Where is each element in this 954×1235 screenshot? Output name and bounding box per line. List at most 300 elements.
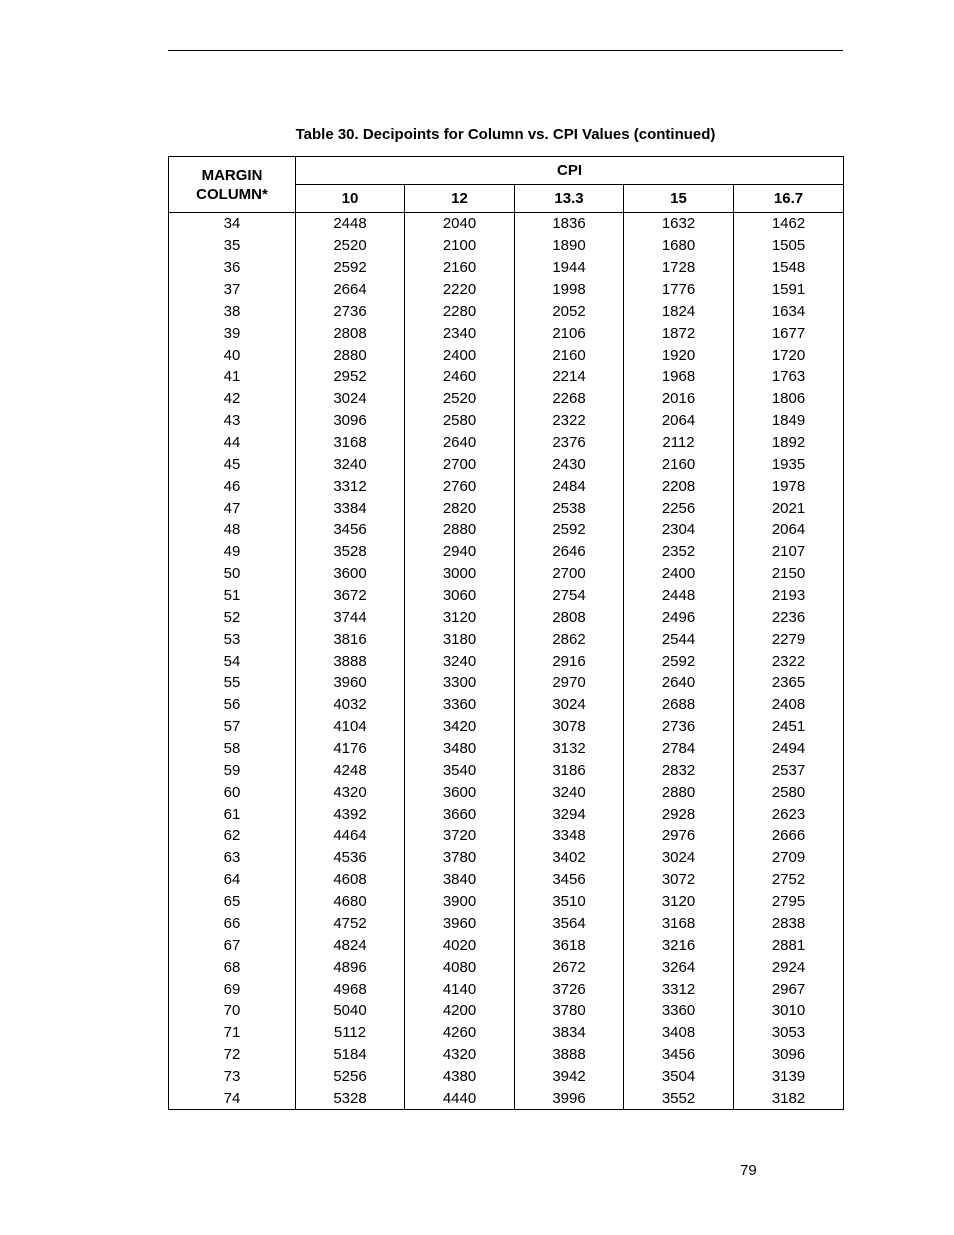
decipoint-cell: 3816 bbox=[296, 628, 405, 650]
table-row bbox=[169, 257, 844, 279]
decipoint-cell: 2952 bbox=[296, 366, 405, 388]
decipoint-cell: 2268 bbox=[515, 388, 624, 410]
decipoint-cell: 2820 bbox=[405, 497, 515, 519]
table-row bbox=[169, 410, 844, 432]
decipoint-cell: 1548 bbox=[734, 257, 844, 279]
margin-column-cell: 53 bbox=[169, 628, 296, 650]
decipoint-cell: 1634 bbox=[734, 300, 844, 322]
decipoint-cell: 2150 bbox=[734, 563, 844, 585]
decipoint-cell: 1872 bbox=[624, 322, 734, 344]
decipoint-cell: 2928 bbox=[624, 803, 734, 825]
decipoint-cell: 3182 bbox=[734, 1087, 844, 1109]
decipoint-cell: 2646 bbox=[515, 541, 624, 563]
margin-column-cell: 50 bbox=[169, 563, 296, 585]
margin-column-header bbox=[169, 157, 296, 213]
decipoint-cell: 1968 bbox=[624, 366, 734, 388]
margin-column-cell: 73 bbox=[169, 1066, 296, 1088]
decipoint-cell: 4536 bbox=[296, 847, 405, 869]
decipoint-cell: 3510 bbox=[515, 891, 624, 913]
decipoint-cell: 4032 bbox=[296, 694, 405, 716]
decipoint-cell: 5184 bbox=[296, 1044, 405, 1066]
margin-column-cell: 34 bbox=[169, 213, 296, 235]
decipoint-cell: 2880 bbox=[296, 344, 405, 366]
decipoint-cell: 3240 bbox=[515, 781, 624, 803]
margin-column-cell: 44 bbox=[169, 432, 296, 454]
decipoint-cell: 4140 bbox=[405, 978, 515, 1000]
decipoint-cell: 2400 bbox=[624, 563, 734, 585]
cpi-column-header: 15 bbox=[624, 185, 734, 213]
decipoint-cell: 3780 bbox=[405, 847, 515, 869]
decipoint-cell: 2808 bbox=[515, 606, 624, 628]
decipoint-cell: 1998 bbox=[515, 279, 624, 301]
table-row bbox=[169, 891, 844, 913]
decipoint-cell: 1763 bbox=[734, 366, 844, 388]
decipoint-cell: 2538 bbox=[515, 497, 624, 519]
table-row bbox=[169, 934, 844, 956]
margin-column-cell: 40 bbox=[169, 344, 296, 366]
decipoint-cell: 2322 bbox=[515, 410, 624, 432]
decipoint-cell: 4440 bbox=[405, 1087, 515, 1109]
margin-column-cell: 38 bbox=[169, 300, 296, 322]
decipoint-cell: 2484 bbox=[515, 475, 624, 497]
decipoint-cell: 1680 bbox=[624, 235, 734, 257]
decipoint-cell: 3240 bbox=[296, 453, 405, 475]
table-row bbox=[169, 1044, 844, 1066]
cpi-column-header: 12 bbox=[405, 185, 515, 213]
decipoint-cell: 2967 bbox=[734, 978, 844, 1000]
margin-column-cell: 36 bbox=[169, 257, 296, 279]
table-body bbox=[169, 213, 844, 1110]
decipoint-cell: 3384 bbox=[296, 497, 405, 519]
decipoint-cell: 2736 bbox=[624, 716, 734, 738]
table-row bbox=[169, 388, 844, 410]
table-row bbox=[169, 803, 844, 825]
margin-column-cell: 58 bbox=[169, 738, 296, 760]
decipoint-cell: 1720 bbox=[734, 344, 844, 366]
decipoint-cell: 3010 bbox=[734, 1000, 844, 1022]
decipoint-cell: 3528 bbox=[296, 541, 405, 563]
decipoint-cell: 1728 bbox=[624, 257, 734, 279]
decipoint-cell: 3312 bbox=[624, 978, 734, 1000]
decipoint-cell: 3120 bbox=[405, 606, 515, 628]
decipoint-cell: 3060 bbox=[405, 585, 515, 607]
decipoint-cell: 3024 bbox=[515, 694, 624, 716]
decipoint-cell: 2236 bbox=[734, 606, 844, 628]
decipoint-cell: 1632 bbox=[624, 213, 734, 235]
decipoint-cell: 3564 bbox=[515, 913, 624, 935]
decipoint-cell: 3552 bbox=[624, 1087, 734, 1109]
decipoint-cell: 3744 bbox=[296, 606, 405, 628]
decipoint-cell: 1944 bbox=[515, 257, 624, 279]
margin-column-cell: 43 bbox=[169, 410, 296, 432]
decipoint-cell: 2448 bbox=[624, 585, 734, 607]
decipoint-cell: 3540 bbox=[405, 759, 515, 781]
decipoint-cell: 3078 bbox=[515, 716, 624, 738]
decipoint-cell: 2580 bbox=[405, 410, 515, 432]
decipoint-cell: 1505 bbox=[734, 235, 844, 257]
table-row bbox=[169, 694, 844, 716]
decipoint-cell: 1890 bbox=[515, 235, 624, 257]
decipoint-cell: 3120 bbox=[624, 891, 734, 913]
margin-column-cell: 59 bbox=[169, 759, 296, 781]
decipoint-cell: 2322 bbox=[734, 650, 844, 672]
decipoint-cell: 1892 bbox=[734, 432, 844, 454]
decipoint-cell: 2544 bbox=[624, 628, 734, 650]
decipoint-cell: 4464 bbox=[296, 825, 405, 847]
decipoint-cell: 3072 bbox=[624, 869, 734, 891]
decipoint-cell: 2709 bbox=[734, 847, 844, 869]
table-row bbox=[169, 672, 844, 694]
decipoint-cell: 1462 bbox=[734, 213, 844, 235]
decipoint-cell: 3053 bbox=[734, 1022, 844, 1044]
decipoint-cell: 2664 bbox=[296, 279, 405, 301]
margin-column-cell: 39 bbox=[169, 322, 296, 344]
decipoint-cell: 3132 bbox=[515, 738, 624, 760]
table-row bbox=[169, 300, 844, 322]
decipoint-cell: 2040 bbox=[405, 213, 515, 235]
decipoint-cell: 2460 bbox=[405, 366, 515, 388]
decipoint-cell: 1920 bbox=[624, 344, 734, 366]
decipoint-cell: 3726 bbox=[515, 978, 624, 1000]
decipoint-cell: 2052 bbox=[515, 300, 624, 322]
decipoint-cell: 2365 bbox=[734, 672, 844, 694]
decipoint-cell: 2106 bbox=[515, 322, 624, 344]
decipoint-cell: 1591 bbox=[734, 279, 844, 301]
decipoint-cell: 2666 bbox=[734, 825, 844, 847]
decipoint-cell: 3942 bbox=[515, 1066, 624, 1088]
table-row bbox=[169, 585, 844, 607]
table-row bbox=[169, 279, 844, 301]
decipoint-cell: 2494 bbox=[734, 738, 844, 760]
decipoint-cell: 3186 bbox=[515, 759, 624, 781]
decipoint-cell: 4608 bbox=[296, 869, 405, 891]
margin-column-cell: 57 bbox=[169, 716, 296, 738]
margin-column-cell: 66 bbox=[169, 913, 296, 935]
decipoint-cell: 1677 bbox=[734, 322, 844, 344]
decipoint-cell: 3312 bbox=[296, 475, 405, 497]
cpi-header: CPI bbox=[296, 157, 844, 185]
decipoint-cell: 2700 bbox=[405, 453, 515, 475]
decipoint-cell: 2580 bbox=[734, 781, 844, 803]
decipoint-cell: 3900 bbox=[405, 891, 515, 913]
decipoint-cell: 1935 bbox=[734, 453, 844, 475]
margin-column-cell: 68 bbox=[169, 956, 296, 978]
decipoint-cell: 4392 bbox=[296, 803, 405, 825]
decipoint-cell: 2220 bbox=[405, 279, 515, 301]
decipoint-cell: 3294 bbox=[515, 803, 624, 825]
decipoint-cell: 1849 bbox=[734, 410, 844, 432]
decipoint-cell: 2970 bbox=[515, 672, 624, 694]
decipoint-cell: 3888 bbox=[515, 1044, 624, 1066]
table-row bbox=[169, 606, 844, 628]
table-row bbox=[169, 847, 844, 869]
decipoint-cell: 2160 bbox=[515, 344, 624, 366]
decipoint-cell: 3360 bbox=[405, 694, 515, 716]
decipoint-cell: 2400 bbox=[405, 344, 515, 366]
decipoint-cell: 2430 bbox=[515, 453, 624, 475]
margin-column-cell: 71 bbox=[169, 1022, 296, 1044]
table-row bbox=[169, 978, 844, 1000]
table-row bbox=[169, 781, 844, 803]
decipoint-cell: 2193 bbox=[734, 585, 844, 607]
decipoint-cell: 3402 bbox=[515, 847, 624, 869]
decipoint-cell: 2880 bbox=[624, 781, 734, 803]
decipoint-cell: 5040 bbox=[296, 1000, 405, 1022]
margin-column-cell: 47 bbox=[169, 497, 296, 519]
decipoint-cell: 1836 bbox=[515, 213, 624, 235]
margin-column-cell: 69 bbox=[169, 978, 296, 1000]
margin-column-cell: 46 bbox=[169, 475, 296, 497]
margin-column-cell: 74 bbox=[169, 1087, 296, 1109]
table-row bbox=[169, 497, 844, 519]
decipoint-cell: 2256 bbox=[624, 497, 734, 519]
cpi-column-header: 16.7 bbox=[734, 185, 844, 213]
decipoint-cell: 3216 bbox=[624, 934, 734, 956]
decipoint-cell: 4248 bbox=[296, 759, 405, 781]
decipoint-cell: 3456 bbox=[296, 519, 405, 541]
decipoint-cell: 4896 bbox=[296, 956, 405, 978]
decipoint-cell: 2064 bbox=[624, 410, 734, 432]
table-caption: Table 30. Decipoints for Column vs. CPI Values (continued) bbox=[295, 126, 716, 143]
decipoint-cell: 3996 bbox=[515, 1087, 624, 1109]
decipoint-cell: 3408 bbox=[624, 1022, 734, 1044]
decipoint-cell: 2016 bbox=[624, 388, 734, 410]
table-row bbox=[169, 213, 844, 235]
table-row bbox=[169, 1066, 844, 1088]
table-row bbox=[169, 869, 844, 891]
decipoint-cell: 3618 bbox=[515, 934, 624, 956]
decipoint-cell: 2760 bbox=[405, 475, 515, 497]
table-row bbox=[169, 432, 844, 454]
decipoint-cell: 2107 bbox=[734, 541, 844, 563]
decipoint-cell: 5328 bbox=[296, 1087, 405, 1109]
table-row bbox=[169, 519, 844, 541]
decipoint-cell: 3420 bbox=[405, 716, 515, 738]
decipoint-cell: 1776 bbox=[624, 279, 734, 301]
decipoints-table bbox=[168, 156, 844, 1110]
decipoint-cell: 3168 bbox=[624, 913, 734, 935]
table-row bbox=[169, 322, 844, 344]
margin-column-cell: 56 bbox=[169, 694, 296, 716]
decipoint-cell: 2976 bbox=[624, 825, 734, 847]
margin-column-cell: 51 bbox=[169, 585, 296, 607]
decipoint-cell: 2021 bbox=[734, 497, 844, 519]
decipoint-cell: 2160 bbox=[624, 453, 734, 475]
margin-column-cell: 54 bbox=[169, 650, 296, 672]
decipoint-cell: 4104 bbox=[296, 716, 405, 738]
decipoint-cell: 2736 bbox=[296, 300, 405, 322]
decipoint-cell: 4680 bbox=[296, 891, 405, 913]
decipoint-cell: 2304 bbox=[624, 519, 734, 541]
table-row bbox=[169, 956, 844, 978]
decipoint-cell: 4080 bbox=[405, 956, 515, 978]
margin-column-cell: 72 bbox=[169, 1044, 296, 1066]
decipoint-cell: 3300 bbox=[405, 672, 515, 694]
decipoint-cell: 2214 bbox=[515, 366, 624, 388]
decipoint-cell: 4380 bbox=[405, 1066, 515, 1088]
margin-header-line2: COLUMN* bbox=[196, 185, 268, 203]
margin-column-cell: 60 bbox=[169, 781, 296, 803]
decipoint-cell: 3024 bbox=[624, 847, 734, 869]
decipoint-cell: 3660 bbox=[405, 803, 515, 825]
decipoint-cell: 3024 bbox=[296, 388, 405, 410]
decipoint-cell: 2940 bbox=[405, 541, 515, 563]
margin-column-cell: 63 bbox=[169, 847, 296, 869]
margin-column-cell: 67 bbox=[169, 934, 296, 956]
margin-column-cell: 52 bbox=[169, 606, 296, 628]
decipoint-cell: 2448 bbox=[296, 213, 405, 235]
decipoint-cell: 2112 bbox=[624, 432, 734, 454]
table-row bbox=[169, 759, 844, 781]
decipoint-cell: 5112 bbox=[296, 1022, 405, 1044]
cpi-column-header: 13.3 bbox=[515, 185, 624, 213]
decipoint-cell: 4176 bbox=[296, 738, 405, 760]
decipoint-cell: 2862 bbox=[515, 628, 624, 650]
decipoint-cell: 2592 bbox=[624, 650, 734, 672]
decipoint-cell: 3168 bbox=[296, 432, 405, 454]
decipoint-cell: 2924 bbox=[734, 956, 844, 978]
decipoint-cell: 2688 bbox=[624, 694, 734, 716]
margin-column-cell: 62 bbox=[169, 825, 296, 847]
decipoint-cell: 3720 bbox=[405, 825, 515, 847]
margin-column-cell: 55 bbox=[169, 672, 296, 694]
decipoint-cell: 3600 bbox=[405, 781, 515, 803]
decipoint-cell: 3096 bbox=[734, 1044, 844, 1066]
table-row bbox=[169, 738, 844, 760]
decipoint-cell: 3780 bbox=[515, 1000, 624, 1022]
decipoint-cell: 3264 bbox=[624, 956, 734, 978]
decipoint-cell: 1806 bbox=[734, 388, 844, 410]
decipoint-cell: 4260 bbox=[405, 1022, 515, 1044]
margin-column-cell: 37 bbox=[169, 279, 296, 301]
decipoint-cell: 2100 bbox=[405, 235, 515, 257]
decipoint-cell: 2592 bbox=[296, 257, 405, 279]
decipoint-cell: 3600 bbox=[296, 563, 405, 585]
margin-column-cell: 61 bbox=[169, 803, 296, 825]
decipoint-cell: 2623 bbox=[734, 803, 844, 825]
table-row bbox=[169, 628, 844, 650]
top-rule bbox=[168, 50, 843, 51]
decipoint-cell: 3960 bbox=[405, 913, 515, 935]
decipoint-cell: 4752 bbox=[296, 913, 405, 935]
decipoint-cell: 2340 bbox=[405, 322, 515, 344]
decipoint-cell: 2520 bbox=[296, 235, 405, 257]
decipoint-cell: 2520 bbox=[405, 388, 515, 410]
margin-header-line1: MARGIN bbox=[201, 166, 263, 184]
decipoint-cell: 3456 bbox=[515, 869, 624, 891]
decipoint-cell: 2376 bbox=[515, 432, 624, 454]
decipoint-cell: 3504 bbox=[624, 1066, 734, 1088]
decipoint-cell: 3480 bbox=[405, 738, 515, 760]
table-row bbox=[169, 825, 844, 847]
decipoint-cell: 2064 bbox=[734, 519, 844, 541]
decipoint-cell: 2795 bbox=[734, 891, 844, 913]
decipoint-cell: 3360 bbox=[624, 1000, 734, 1022]
decipoint-cell: 2784 bbox=[624, 738, 734, 760]
decipoint-cell: 2880 bbox=[405, 519, 515, 541]
table-row bbox=[169, 1000, 844, 1022]
cpi-column-header: 10 bbox=[296, 185, 405, 213]
decipoint-cell: 2279 bbox=[734, 628, 844, 650]
decipoint-cell: 3840 bbox=[405, 869, 515, 891]
table-row bbox=[169, 716, 844, 738]
table-row bbox=[169, 563, 844, 585]
decipoint-cell: 2592 bbox=[515, 519, 624, 541]
decipoint-cell: 4320 bbox=[405, 1044, 515, 1066]
table-row bbox=[169, 541, 844, 563]
decipoint-cell: 3348 bbox=[515, 825, 624, 847]
decipoint-cell: 2208 bbox=[624, 475, 734, 497]
table-row bbox=[169, 650, 844, 672]
table-row bbox=[169, 344, 844, 366]
decipoint-cell: 3456 bbox=[624, 1044, 734, 1066]
decipoint-cell: 2752 bbox=[734, 869, 844, 891]
decipoint-cell: 2280 bbox=[405, 300, 515, 322]
table-row bbox=[169, 366, 844, 388]
decipoint-cell: 4320 bbox=[296, 781, 405, 803]
decipoint-cell: 2160 bbox=[405, 257, 515, 279]
decipoint-cell: 4824 bbox=[296, 934, 405, 956]
margin-column-cell: 64 bbox=[169, 869, 296, 891]
decipoint-cell: 2672 bbox=[515, 956, 624, 978]
decipoint-cell: 1978 bbox=[734, 475, 844, 497]
margin-column-cell: 42 bbox=[169, 388, 296, 410]
decipoint-cell: 2496 bbox=[624, 606, 734, 628]
table-row bbox=[169, 453, 844, 475]
decipoint-cell: 3139 bbox=[734, 1066, 844, 1088]
decipoint-cell: 1824 bbox=[624, 300, 734, 322]
decipoint-cell: 2832 bbox=[624, 759, 734, 781]
decipoint-cell: 2881 bbox=[734, 934, 844, 956]
decipoint-cell: 2352 bbox=[624, 541, 734, 563]
margin-column-cell: 65 bbox=[169, 891, 296, 913]
decipoint-cell: 3240 bbox=[405, 650, 515, 672]
table-row bbox=[169, 913, 844, 935]
decipoint-cell: 4968 bbox=[296, 978, 405, 1000]
decipoint-cell: 2754 bbox=[515, 585, 624, 607]
decipoint-cell: 2537 bbox=[734, 759, 844, 781]
decipoint-cell: 2451 bbox=[734, 716, 844, 738]
decipoint-cell: 2838 bbox=[734, 913, 844, 935]
table-row bbox=[169, 1022, 844, 1044]
decipoint-cell: 3180 bbox=[405, 628, 515, 650]
decipoint-cell: 4020 bbox=[405, 934, 515, 956]
table-row bbox=[169, 475, 844, 497]
decipoint-cell: 2916 bbox=[515, 650, 624, 672]
decipoint-cell: 2408 bbox=[734, 694, 844, 716]
decipoint-cell: 2640 bbox=[405, 432, 515, 454]
decipoint-cell: 5256 bbox=[296, 1066, 405, 1088]
margin-column-cell: 45 bbox=[169, 453, 296, 475]
margin-column-cell: 70 bbox=[169, 1000, 296, 1022]
decipoint-cell: 3834 bbox=[515, 1022, 624, 1044]
decipoint-cell: 3096 bbox=[296, 410, 405, 432]
decipoint-cell: 3000 bbox=[405, 563, 515, 585]
decipoint-cell: 2700 bbox=[515, 563, 624, 585]
decipoint-cell: 4200 bbox=[405, 1000, 515, 1022]
decipoint-cell: 3888 bbox=[296, 650, 405, 672]
decipoint-cell: 2808 bbox=[296, 322, 405, 344]
table-row bbox=[169, 235, 844, 257]
decipoint-cell: 3960 bbox=[296, 672, 405, 694]
margin-column-cell: 49 bbox=[169, 541, 296, 563]
margin-column-cell: 35 bbox=[169, 235, 296, 257]
decipoint-cell: 3672 bbox=[296, 585, 405, 607]
margin-column-cell: 41 bbox=[169, 366, 296, 388]
decipoint-cell: 2640 bbox=[624, 672, 734, 694]
table-row bbox=[169, 1087, 844, 1109]
page-number: 79 bbox=[740, 1162, 757, 1179]
